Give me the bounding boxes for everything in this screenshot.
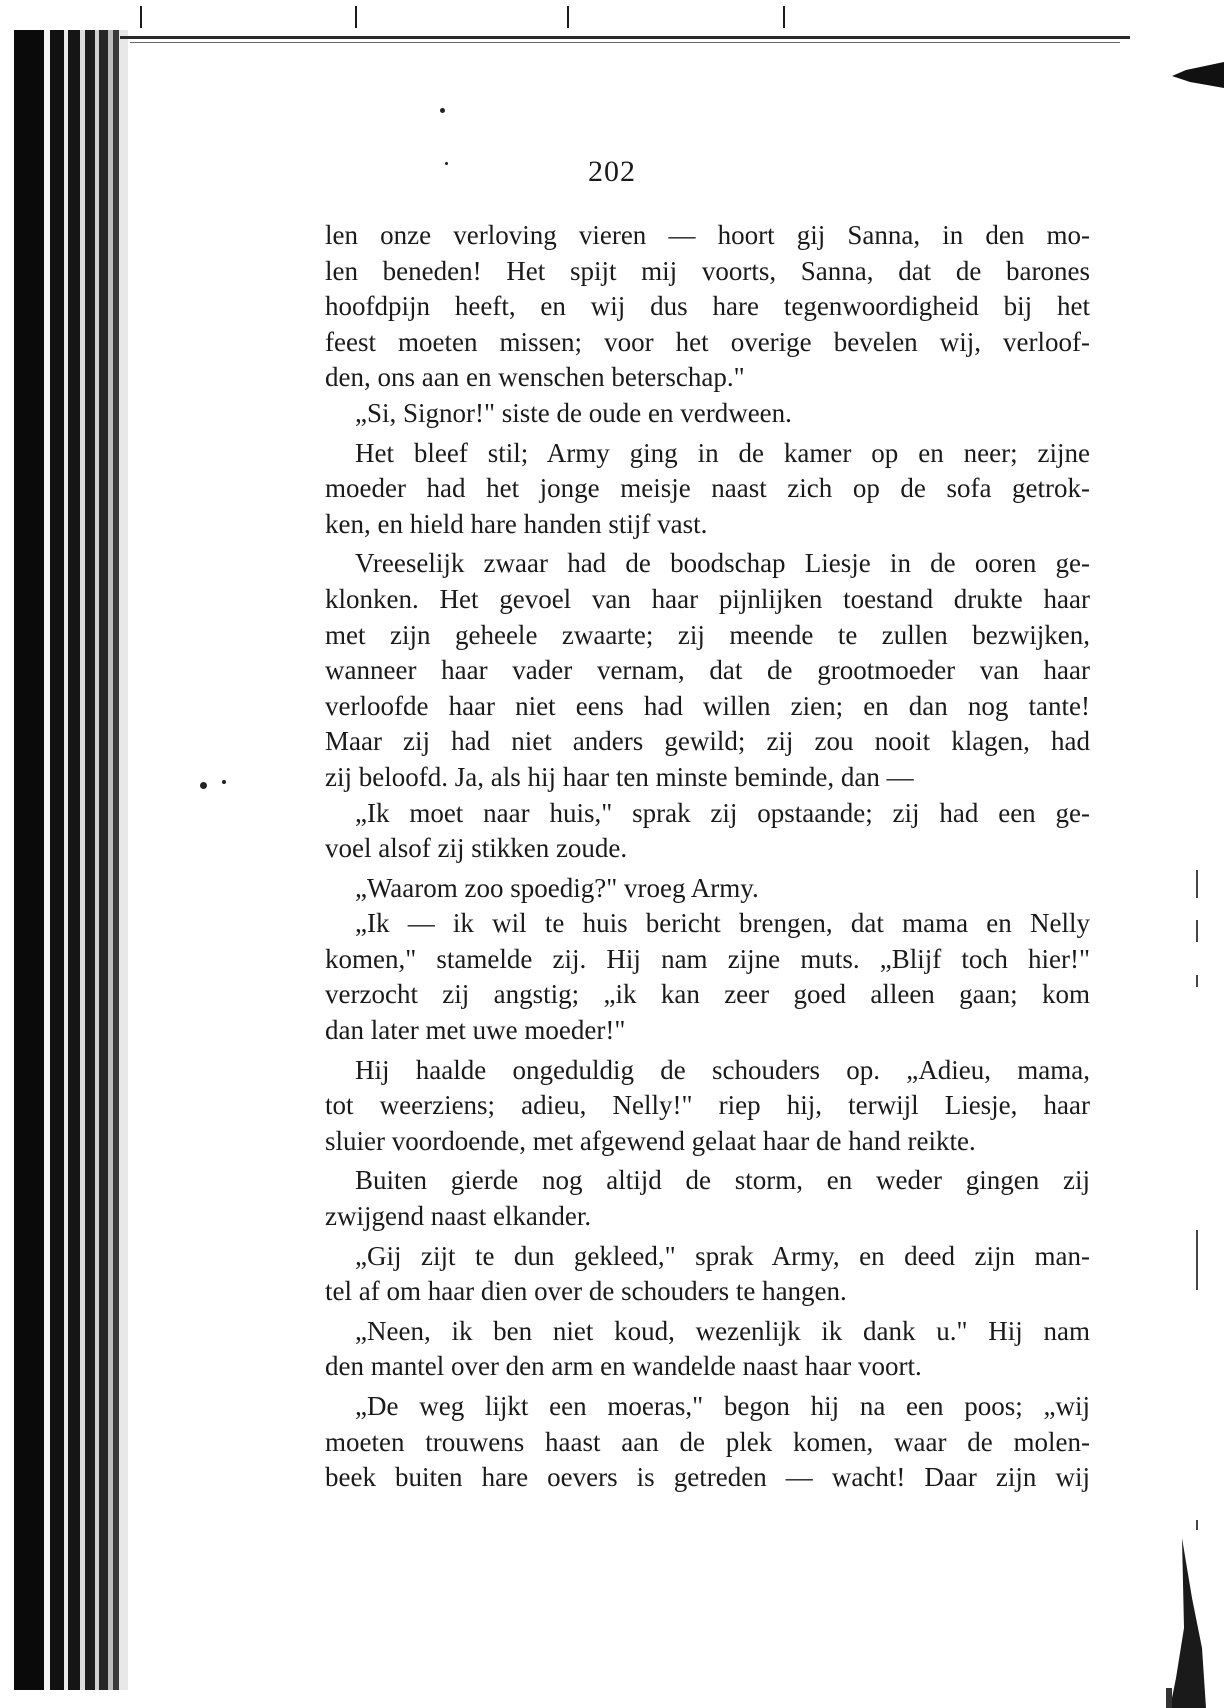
text-line: „De weg lijkt een moeras," begon hij na een poos; „wij xyxy=(355,1391,1090,1421)
text-line: feest moeten missen; voor het overige bevelen wij, verloof- xyxy=(325,326,1090,357)
text-line: den, ons aan en wenschen beterschap." xyxy=(325,362,745,393)
margin-mark xyxy=(1196,1230,1198,1290)
edge-tick xyxy=(140,6,142,28)
page-edge-fragment xyxy=(1162,1538,1206,1708)
text-line: voel alsof zij stikken zoude. xyxy=(325,833,628,864)
text-line: met zijn geheele zwaarte; zij meende te zullen bezwijken, xyxy=(325,619,1090,650)
paragraph xyxy=(325,546,1090,795)
print-speck xyxy=(200,782,207,789)
text-line: verloofde haar niet eens had willen zien; en dan nog tante! xyxy=(325,690,1090,721)
page-corner-mark xyxy=(1172,62,1224,88)
text-line: verzocht zij angstig; „ik kan zeer goed alleen gaan; kom xyxy=(325,979,1090,1010)
text-line: len onze verloving vieren — hoort gij Sanna, in den mo- xyxy=(325,220,1090,250)
text-line: wanneer haar vader vernam, dat de grootmoeder van haar xyxy=(325,655,1090,686)
paragraph xyxy=(325,1163,1090,1234)
text-line: tel af om haar dien over de schouders te hangen. xyxy=(325,1276,847,1307)
book-spine-shadow xyxy=(0,30,128,1690)
text-line: moeten trouwens haast aan de plek komen, waar de molen- xyxy=(325,1426,1090,1457)
text-line: „Gij zijt te dun gekleed," sprak Army, en deed zijn man- xyxy=(355,1240,1090,1271)
text-line: Hij haalde ongeduldig de schouders op. „Adieu, mama, xyxy=(355,1054,1090,1085)
text-line: „Si, Signor!" siste de oude en verdween. xyxy=(355,397,792,428)
paragraph xyxy=(325,1314,1090,1385)
text-line: „Ik moet naar huis," sprak zij opstaande; zij had een ge- xyxy=(355,797,1090,828)
text-line: len beneden! Het spijt mij voorts, Sanna, dat de barones xyxy=(325,255,1090,286)
paragraph xyxy=(325,436,1090,543)
text-line: den mantel over den arm en wandelde naast haar voort. xyxy=(325,1351,922,1382)
text-line: „Ik — ik wil te huis bericht brengen, dat mama en Nelly xyxy=(355,908,1090,939)
text-line: zij beloofd. Ja, als hij haar ten minste beminde, dan — xyxy=(325,761,914,792)
print-speck xyxy=(440,108,445,113)
paragraph xyxy=(325,218,1090,396)
text-line: tot weerziens; adieu, Nelly!" riep hij, terwijl Liesje, haar xyxy=(325,1090,1090,1121)
text-line: hoofdpijn heeft, en wij dus hare tegenwoordigheid bij het xyxy=(325,291,1090,322)
text-line: Het bleef stil; Army ging in de kamer op en neer; zijne xyxy=(355,437,1090,468)
paragraph xyxy=(325,1053,1090,1160)
paragraph xyxy=(325,1389,1090,1496)
margin-mark xyxy=(1196,870,1198,898)
text-line: Vreeselijk zwaar had de boodschap Liesje in de ooren ge- xyxy=(355,548,1090,579)
margin-mark xyxy=(1196,920,1198,942)
text-line: klonken. Het gevoel van haar pijnlijken toestand drukte haar xyxy=(325,583,1090,614)
body-text xyxy=(325,218,1090,1496)
paragraph xyxy=(325,796,1090,867)
text-line: Buiten gierde nog altijd de storm, en weder gingen zij xyxy=(355,1165,1090,1196)
edge-tick xyxy=(567,6,569,28)
edge-tick xyxy=(783,6,785,28)
paragraph xyxy=(325,1239,1090,1310)
page-number: 202 xyxy=(588,155,636,188)
margin-mark xyxy=(1196,1520,1198,1530)
paragraph xyxy=(325,396,1090,432)
text-line: zwijgend naast elkander. xyxy=(325,1201,592,1232)
text-line: beek buiten hare oevers is getreden — wacht! Daar zijn wij xyxy=(325,1462,1090,1493)
paragraph xyxy=(325,906,1090,1048)
text-line: komen," stamelde zij. Hij nam zijne muts. „Blijf toch hier!" xyxy=(325,943,1090,974)
top-page-edge-thin xyxy=(130,42,1120,43)
margin-mark xyxy=(1196,975,1198,987)
edge-tick xyxy=(355,6,357,28)
paragraph xyxy=(325,871,1090,907)
text-line: moeder had het jonge meisje naast zich op de sofa getrok- xyxy=(325,473,1090,504)
text-line: „Neen, ik ben niet koud, wezenlijk ik dank u." Hij nam xyxy=(355,1315,1090,1346)
text-line: sluier voordoende, met afgewend gelaat haar de hand reikte. xyxy=(325,1125,976,1156)
text-line: ken, en hield hare handen stijf vast. xyxy=(325,508,708,539)
text-line: dan later met uwe moeder!" xyxy=(325,1015,626,1046)
text-line: Maar zij had niet anders gewild; zij zou nooit klagen, had xyxy=(325,726,1090,757)
text-line: „Waarom zoo spoedig?" vroeg Army. xyxy=(355,872,759,903)
top-page-edge xyxy=(120,36,1130,39)
print-speck xyxy=(222,780,226,784)
